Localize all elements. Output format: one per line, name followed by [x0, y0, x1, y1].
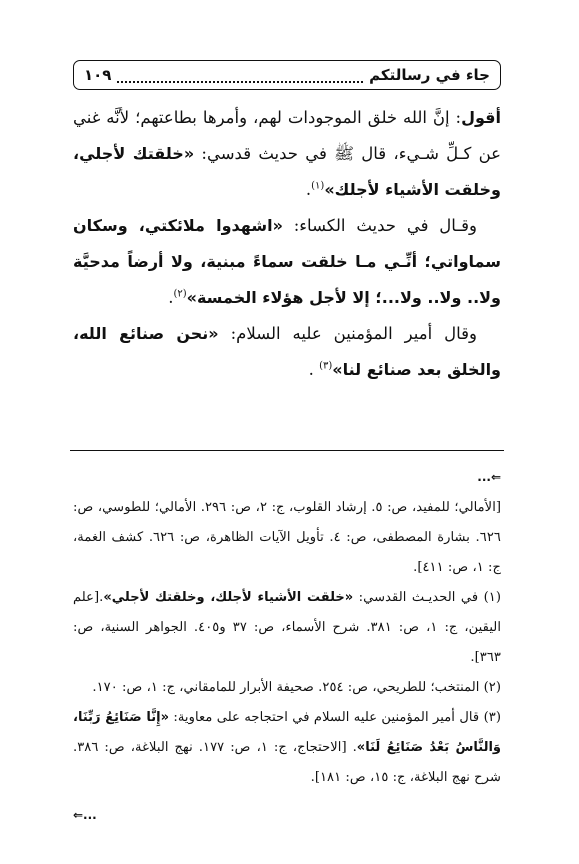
footnote-ref-2: (٢) — [173, 288, 187, 300]
paragraph-2-text: وقـال في حديث الكساء: — [282, 216, 477, 235]
page-end-marker: ⇐... — [73, 808, 97, 822]
footnote-separator — [70, 450, 504, 451]
footnote-3-sources: . [الاحتجاج، ج: ١، ص: ١٧٧. نهج البلاغة، ص: ٣٨٦. شرح نهج البلاغة، ج: ١٥، ص: ١٨١]. — [73, 740, 501, 785]
aqool-label: أقول — [461, 108, 501, 127]
paragraph-2-end: . — [168, 288, 174, 307]
paragraph-1-end: . — [305, 180, 312, 199]
paragraph-2 — [73, 208, 501, 316]
quote-3: «نحن صنائع الله، والخلق بعد صنائع لنا» — [73, 324, 501, 379]
paragraph-1 — [73, 100, 501, 208]
running-header — [73, 60, 501, 90]
header-leader-dots — [117, 67, 363, 83]
footnote-1-quote: «خلقت الأشياء لأجلك، وخلقتك لأجلي» — [103, 590, 354, 605]
main-text — [73, 100, 501, 388]
continuation-marker: ⇐... — [477, 470, 501, 484]
footnote-continuation: [الأمالي؛ للمفيد، ص: ٥. إرشاد القلوب، ج: ٢، ص: ٢٩٦. الأمالي؛ للطوسي، ص: ٦٢٦. بشارة المصطفى، ص: ٤. تأويل الآيات الظاهرة، ص: ٦٢٦. كشف الغمة، ج: ١، ص: ٤١١]. — [73, 500, 502, 575]
paragraph-3 — [73, 316, 501, 388]
footnote-1-text: (١) في الحديـث القدسي: — [353, 590, 501, 605]
footnote-3 — [73, 703, 501, 793]
quote-2: «اشهدوا ملائكتي، وسكان سماواتي؛ أنِّـي مـا خلقت سماءً مبنية، ولا أرضاً مدحيَّة ولا.. ولا.. ولا...؛ إلا لأجل هؤلاء الخمسة» — [73, 216, 501, 307]
footnote-ref-3: (٣) — [319, 360, 333, 372]
paragraph-3-text: وقال أمير المؤمنين عليه السلام: — [218, 324, 478, 343]
page-number: ١٠٩ — [84, 66, 112, 84]
footnote-continuation-marker — [73, 462, 501, 493]
footnote-2: (٢) المنتخب؛ للطريحي، ص: ٢٥٤. صحيفة الأبرار للمامقاني، ج: ١، ص: ١٧٠. — [92, 680, 501, 695]
footnote-1 — [73, 583, 501, 673]
paragraph-3-end: . — [308, 360, 320, 379]
footnotes — [73, 462, 501, 793]
footnote-3-quote: «إِنَّا صَنَائِعُ رَبِّنَا، وَالنَّاسُ بَعْدُ صَنَائِعُ لَنَا» — [73, 710, 501, 755]
quote-1: «خلقتك لأجلي، وخلقت الأشياء لأجلك» — [73, 144, 501, 199]
footnote-ref-1: (١) — [311, 180, 325, 192]
paragraph-1-text: : إنَّ الله خلق الموجودات لهم، وأمرها بطاعتهم؛ لأنَّه غني عن كـلِّ شـيء، قال ﷺ في حديث قدسي: — [73, 108, 501, 163]
footnote-3-text: (٣) قال أمير المؤمنين عليه السلام في احتجاجه على معاوية: — [169, 710, 502, 725]
footnote-1-sources: .[علم اليقين، ج: ١، ص: ٣٨١. شرح الأسماء، ص: ٣٧ و٤٠٥. الجواهر السنية، ص: ٣٦٣]. — [73, 590, 501, 665]
header-title: جاء في رسالتكم — [369, 66, 490, 84]
